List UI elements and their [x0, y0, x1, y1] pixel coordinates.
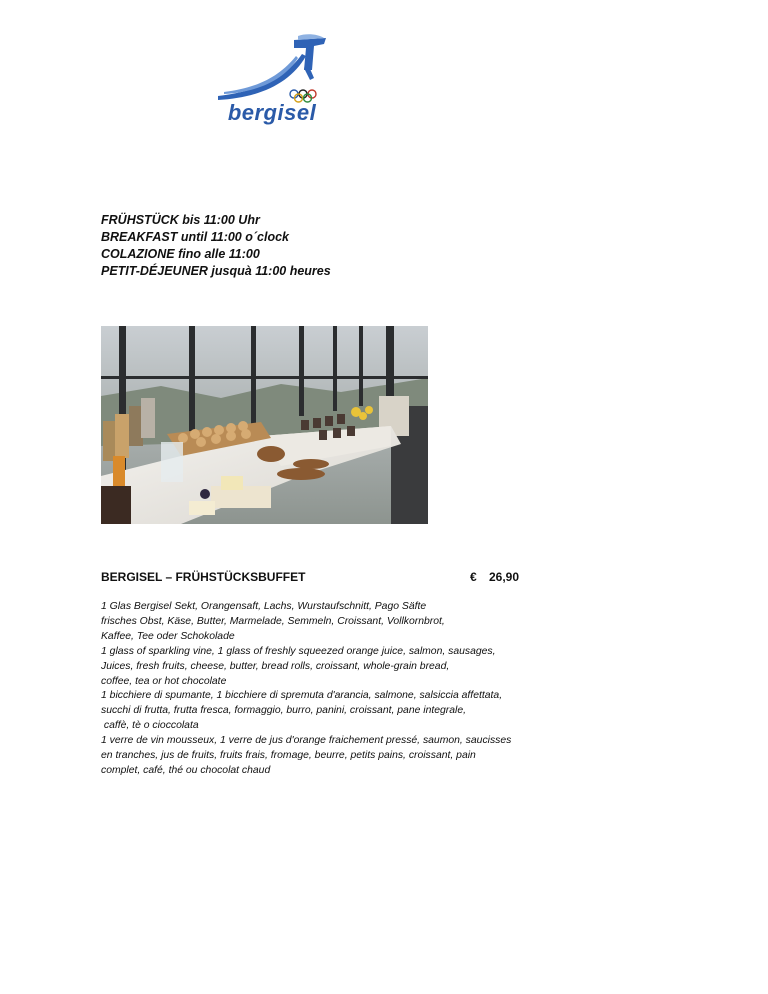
description-line: Juices, fresh fruits, cheese, butter, bread rolls, croissant, whole-grain bread,: [101, 660, 450, 672]
hours-german: FRÜHSTÜCK bis 11:00 Uhr: [101, 213, 260, 227]
description-line: succhi di frutta, frutta fresca, formaggio, burro, panini, croissant, pane integrale,: [101, 705, 467, 717]
bergisel-logo: [214, 34, 330, 128]
ski-jump-icon: [214, 34, 330, 104]
description-line: 1 verre de vin mousseux, 1 verre de jus d'orange fraichement pressé, saumon, saucisses: [101, 735, 512, 747]
description-line: frisches Obst, Käse, Butter, Marmelade, Semmeln, Croissant, Vollkornbrot,: [101, 615, 445, 627]
buffet-title: BERGISEL – FRÜHSTÜCKSBUFFET: [101, 570, 306, 584]
description-line: en tranches, jus de fruits, fruits frais, fromage, beurre, petits pains, croissant, pain: [101, 750, 476, 762]
description-line: coffee, tea or hot chocolate: [101, 675, 227, 687]
hours-english: BREAKFAST until 11:00 o´clock: [101, 230, 289, 244]
hours-italian: COLAZIONE fino alle 11:00: [101, 247, 260, 261]
description-line: 1 Glas Bergisel Sekt, Orangensaft, Lachs, Wurstaufschnitt, Pago Säfte: [101, 601, 427, 612]
buffet-description: [101, 600, 541, 779]
logo-wordmark: bergisel: [227, 100, 317, 125]
currency-symbol: €: [470, 570, 477, 584]
description-line: Kaffee, Tee oder Schokolade: [101, 630, 235, 642]
breakfast-hours: [101, 212, 331, 280]
buffet-photo: [101, 326, 428, 524]
hours-french: PETIT-DÉJEUNER jusquà 11:00 heures: [101, 264, 331, 278]
description-line: caffè, tè o cioccolata: [101, 720, 199, 732]
buffet-price: 26,90: [489, 570, 520, 584]
description-line: 1 bicchiere di spumante, 1 bicchiere di spremuta d'arancia, salmone, salsiccia affettata,: [101, 690, 503, 702]
description-line: 1 glass of sparkling vine, 1 glass of freshly squeezed orange juice, salmon, sausages,: [101, 645, 496, 657]
description-line: complet, café, thé ou chocolat chaud: [101, 764, 271, 776]
